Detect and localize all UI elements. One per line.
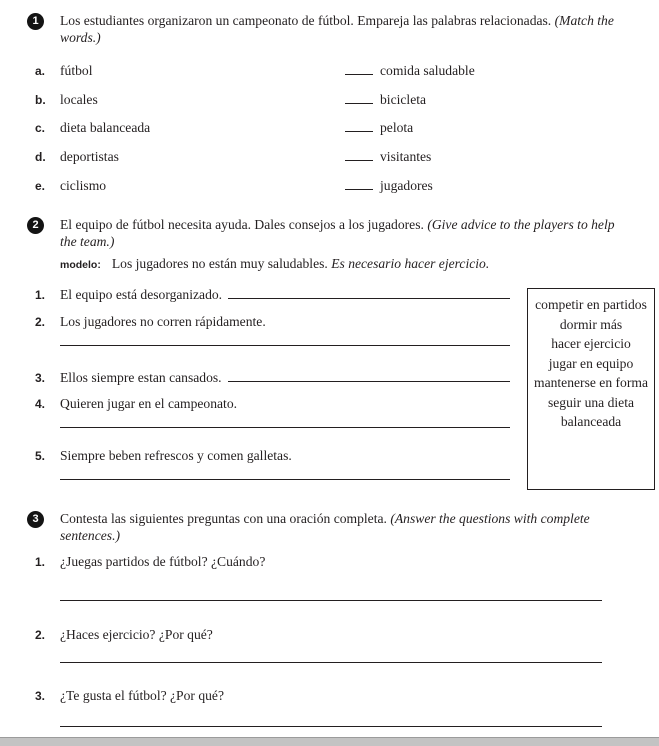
page-bottom-edge bbox=[0, 737, 659, 746]
item-letter: b. bbox=[35, 92, 46, 107]
match-left-word: dieta balanceada bbox=[60, 120, 151, 136]
item-number: 2. bbox=[35, 628, 46, 642]
item-text: Quieren jugar en el campeonato. bbox=[60, 396, 238, 411]
answer-blank[interactable] bbox=[60, 327, 510, 346]
match-answer-blank[interactable] bbox=[345, 177, 373, 190]
modelo-answer: Es necesario hacer ejercicio. bbox=[331, 256, 490, 271]
item-number: 2. bbox=[35, 315, 46, 329]
item-number: 1. bbox=[35, 555, 46, 569]
question-text: ¿Te gusta el fútbol? ¿Por qué? bbox=[60, 688, 225, 703]
item-text: Siempre beben refrescos y comen galletas. bbox=[60, 448, 292, 463]
question-item-2 bbox=[35, 627, 595, 643]
advice-item-3 bbox=[35, 368, 510, 386]
item-text: Ellos siempre estan cansados. bbox=[60, 370, 222, 385]
word-bank-item: mantenerse en forma bbox=[534, 375, 648, 390]
exercise-1-number-badge: 1 bbox=[27, 13, 44, 30]
match-row bbox=[35, 148, 627, 177]
match-right-word: jugadores bbox=[380, 177, 433, 193]
match-row bbox=[35, 177, 627, 206]
modelo-sentence: Los jugadores no están muy saludables. bbox=[111, 256, 328, 271]
exercise-2-instructions-en: (Give advice to the players to help the team.) bbox=[60, 217, 615, 249]
match-left-word: fútbol bbox=[60, 63, 93, 78]
question-item-3 bbox=[35, 688, 595, 704]
question-text: ¿Juegas partidos de fútbol? ¿Cuándo? bbox=[60, 554, 266, 569]
item-number: 4. bbox=[35, 397, 46, 411]
match-row bbox=[35, 119, 627, 148]
word-bank-item: seguir una dieta balanceada bbox=[547, 394, 635, 429]
item-letter: c. bbox=[35, 121, 46, 136]
item-number: 5. bbox=[35, 449, 46, 463]
word-bank bbox=[527, 288, 655, 490]
answer-blank[interactable] bbox=[228, 285, 510, 299]
item-number: 3. bbox=[35, 689, 46, 703]
exercise-3-instructions bbox=[60, 510, 622, 544]
exercise-1-instructions bbox=[60, 12, 622, 46]
item-letter: e. bbox=[35, 178, 46, 193]
match-left-word: deportistas bbox=[60, 149, 119, 165]
word-bank-item: jugar en equipo bbox=[548, 355, 634, 371]
item-text: El equipo está desorganizado. bbox=[60, 287, 223, 302]
modelo-example bbox=[60, 256, 580, 272]
exercise-1-instructions-en: (Match the words.) bbox=[60, 13, 614, 45]
match-right-word: comida saludable bbox=[380, 63, 475, 78]
question-text: ¿Haces ejercicio? ¿Por qué? bbox=[60, 627, 213, 642]
match-row bbox=[35, 62, 627, 91]
matching-exercise bbox=[35, 62, 627, 205]
item-number: 1. bbox=[35, 288, 46, 302]
word-bank-item: dormir más bbox=[559, 316, 623, 332]
modelo-label: modelo: bbox=[60, 259, 101, 271]
advice-item-1 bbox=[35, 285, 510, 303]
word-bank-item: hacer ejercicio bbox=[551, 336, 631, 351]
exercise-3-instructions-es: Contesta las siguientes preguntas con una oración completa. bbox=[60, 511, 387, 526]
match-answer-blank[interactable] bbox=[345, 119, 373, 132]
exercise-3-number-badge: 3 bbox=[27, 511, 44, 528]
match-right-word: bicicleta bbox=[380, 91, 427, 107]
match-left-word: locales bbox=[60, 91, 98, 107]
match-answer-blank[interactable] bbox=[345, 62, 373, 75]
exercise-2-number-badge: 2 bbox=[27, 217, 44, 234]
question-item-1 bbox=[35, 554, 595, 570]
item-letter: d. bbox=[35, 150, 46, 165]
answer-blank[interactable] bbox=[60, 644, 602, 663]
exercise-2-instructions bbox=[60, 216, 622, 250]
answer-blank[interactable] bbox=[60, 409, 510, 428]
exercise-2-instructions-es: El equipo de fútbol necesita ayuda. Dales consejos a los jugadores. bbox=[60, 217, 424, 232]
item-letter: a. bbox=[35, 64, 46, 78]
item-text: Los jugadores no corren rápidamente. bbox=[60, 314, 266, 329]
match-right-word: pelota bbox=[380, 120, 414, 136]
answer-blank[interactable] bbox=[228, 368, 510, 382]
item-number: 3. bbox=[35, 371, 46, 385]
word-bank-item: competir en partidos bbox=[535, 297, 647, 312]
exercise-1-instructions-es: Los estudiantes organizaron un campeonato de fútbol. Empareja las palabras relacionadas. bbox=[60, 13, 552, 28]
answer-blank[interactable] bbox=[60, 708, 602, 727]
answer-blank[interactable] bbox=[60, 582, 602, 601]
match-left-word: ciclismo bbox=[60, 177, 107, 193]
answer-blank[interactable] bbox=[60, 461, 510, 480]
match-answer-blank[interactable] bbox=[345, 91, 373, 104]
exercise-3-instructions-en: (Answer the questions with complete sentences.) bbox=[60, 511, 590, 543]
match-right-word: visitantes bbox=[380, 149, 432, 165]
match-row bbox=[35, 91, 627, 120]
match-answer-blank[interactable] bbox=[345, 148, 373, 161]
